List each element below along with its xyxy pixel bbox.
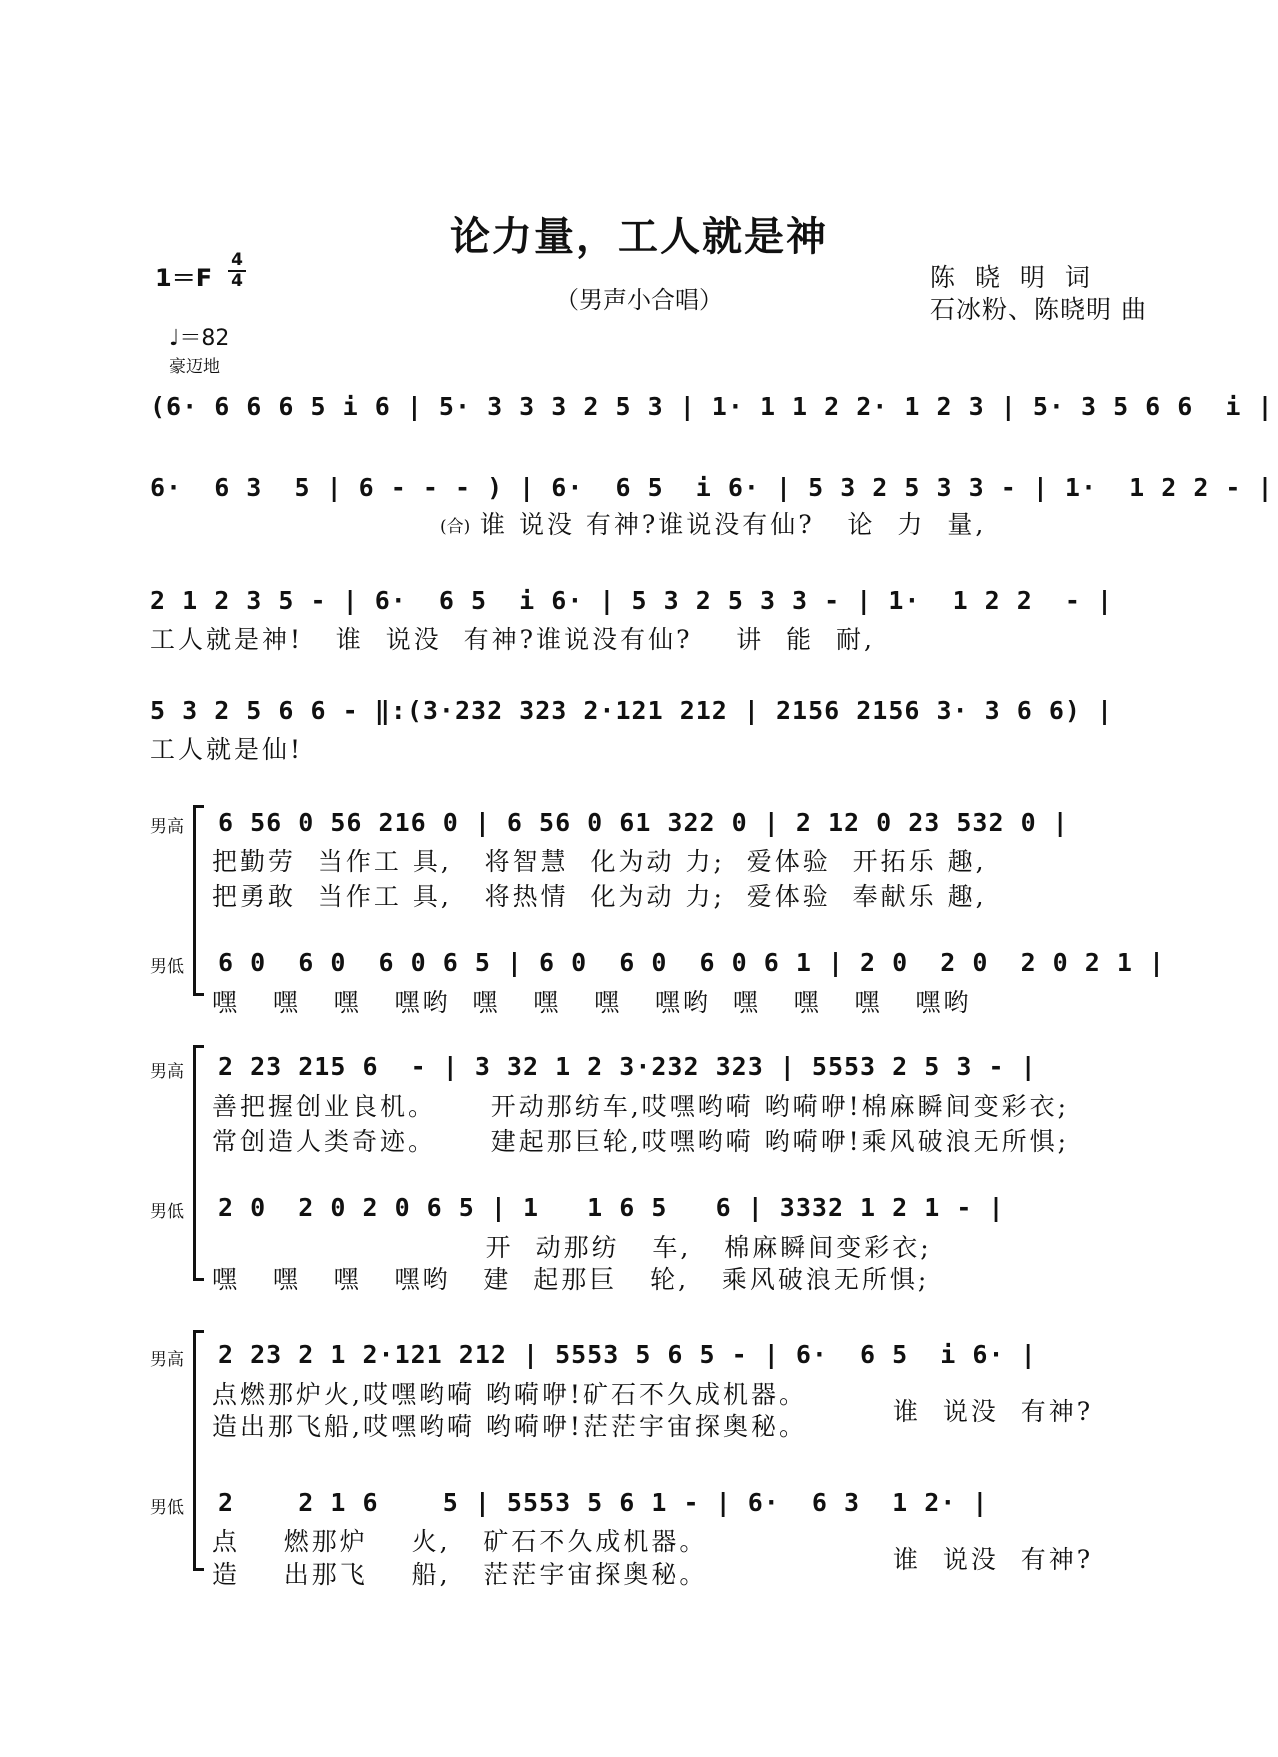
choir1-low-notes: 6 0 6 0 6 0 6 5 | 6 0 6 0 6 0 6 1 | 2 0 2 0 2 0 2 1 | bbox=[218, 948, 1166, 977]
choir3-low-lyrics-end: 谁 说没 有神? bbox=[893, 1545, 1094, 1574]
system-1-notes: (6· 6 6 6 5 i 6 | 5· 3 3 3 2 5 3 | 1· 1 1 2 2· 1 2 3 | 5· 3 5 6 6 i | bbox=[150, 392, 1274, 421]
staff-brace bbox=[193, 1330, 204, 1571]
system-4-notes: 5 3 2 5 6 6 - ‖:(3·232 323 2·121 212 | 2156 2156 3· 3 6 6) | bbox=[150, 696, 1114, 725]
choir3-high-notes: 2 23 2 1 2·121 212 | 5553 5 6 5 - | 6· 6 5 i 6· | bbox=[218, 1340, 1037, 1369]
choir3-high-lyrics-1: 点燃那炉火,哎嘿哟嗬 哟嗬咿!矿石不久成机器。 bbox=[212, 1380, 807, 1409]
choir2-low-lyrics-2: 嘿 嘿 嘿 嘿哟 建 起那巨 轮, 乘风破浪无所惧; bbox=[212, 1265, 930, 1294]
part-label-low: 男低 bbox=[150, 1498, 184, 1518]
choir1-low-lyrics: 嘿 嘿 嘿 嘿哟 嘿 嘿 嘿 嘿哟 嘿 嘿 嘿 嘿哟 bbox=[212, 988, 972, 1017]
choir2-low-lyrics-1: 开 动那纺 车, 棉麻瞬间变彩衣; bbox=[212, 1233, 932, 1262]
choir3-low-notes: 2 2 1 6 5 | 5553 5 6 1 - | 6· 6 3 1 2· | bbox=[218, 1488, 989, 1517]
tempo-term: 豪迈地 bbox=[169, 357, 220, 377]
choir3-low-lyrics-1: 点 燃那炉 火, 矿石不久成机器。 bbox=[212, 1527, 708, 1556]
chorus-mark: (合) bbox=[440, 517, 471, 537]
part-label-high: 男高 bbox=[150, 1350, 184, 1370]
time-sig-top: 4 bbox=[231, 250, 243, 270]
subtitle: （男声小合唱） bbox=[555, 286, 723, 314]
system-3-lyrics: 工人就是神! 谁 说没 有神?谁说没有仙? 讲 能 耐, bbox=[150, 625, 876, 654]
tempo-value: ♩＝82 bbox=[169, 326, 230, 351]
system-2-notes: 6· 6 3 5 | 6 - - - ) | 6· 6 5 i 6· | 5 3 2 5 3 3 - | 1· 1 2 2 - | bbox=[150, 473, 1274, 502]
choir2-low-notes: 2 0 2 0 2 0 6 5 | 1 1 6 5 6 | 3332 1 2 1 - | bbox=[218, 1193, 1005, 1222]
part-label-high: 男高 bbox=[150, 817, 184, 837]
lyricist-credit: 陈 晓 明 词 bbox=[930, 263, 1096, 292]
choir3-low-lyrics-2: 造 出那飞 船, 茫茫宇宙探奥秘。 bbox=[212, 1560, 708, 1589]
choir2-high-lyrics-1: 善把握创业良机。 开动那纺车,哎嘿哟嗬 哟嗬咿!棉麻瞬间变彩衣; bbox=[212, 1092, 1070, 1121]
time-sig-bottom: 4 bbox=[231, 271, 243, 291]
choir3-high-lyrics-end: 谁 说没 有神? bbox=[893, 1397, 1094, 1426]
system-2-lyrics: 谁 说没 有神?谁说没有仙? 论 力 量, bbox=[480, 510, 987, 539]
staff-brace bbox=[193, 805, 204, 996]
choir1-high-notes: 6 56 0 56 216 0 | 6 56 0 61 322 0 | 2 12 0 23 532 0 | bbox=[218, 808, 1069, 837]
time-signature bbox=[228, 252, 246, 290]
song-title: 论力量，工人就是神 bbox=[450, 214, 828, 260]
key-signature: 1＝F bbox=[155, 264, 213, 292]
part-label-high: 男高 bbox=[150, 1062, 184, 1082]
system-3-notes: 2 1 2 3 5 - | 6· 6 5 i 6· | 5 3 2 5 3 3 - | 1· 1 2 2 - | bbox=[150, 586, 1114, 615]
tempo-mark bbox=[155, 296, 229, 378]
staff-brace bbox=[193, 1045, 204, 1281]
choir3-high-lyrics-2: 造出那飞船,哎嘿哟嗬 哟嗬咿!茫茫宇宙探奥秘。 bbox=[212, 1412, 807, 1441]
part-label-low: 男低 bbox=[150, 957, 184, 977]
choir1-high-lyrics-2: 把勇敢 当作工 具, 将热情 化为动 力; 爱体验 奉献乐 趣, bbox=[212, 882, 987, 911]
choir2-high-notes: 2 23 215 6 - | 3 32 1 2 3·232 323 | 5553 2 5 3 - | bbox=[218, 1052, 1037, 1081]
system-4-lyrics: 工人就是仙! bbox=[150, 735, 304, 764]
choir2-high-lyrics-2: 常创造人类奇迹。 建起那巨轮,哎嘿哟嗬 哟嗬咿!乘风破浪无所惧; bbox=[212, 1127, 1070, 1156]
part-label-low: 男低 bbox=[150, 1202, 184, 1222]
composer-credit: 石冰粉、陈晓明 曲 bbox=[930, 295, 1147, 324]
choir1-high-lyrics-1: 把勤劳 当作工 具, 将智慧 化为动 力; 爱体验 开拓乐 趣, bbox=[212, 847, 987, 876]
